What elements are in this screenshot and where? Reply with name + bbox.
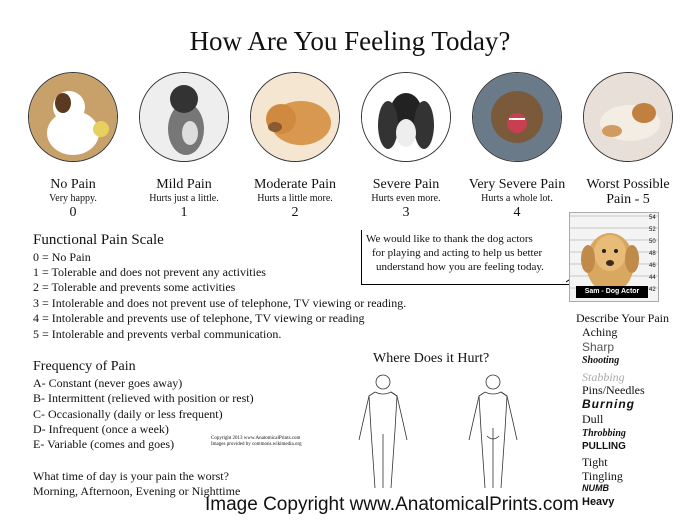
functional-item: 5 = Intolerable and prevents verbal communication. — [33, 327, 282, 341]
happy-dog-photo — [28, 72, 118, 162]
scale-item-4 — [462, 72, 572, 221]
body-front-icon — [345, 372, 421, 492]
thanks-note — [361, 230, 571, 285]
height-mark: 50 — [649, 239, 656, 245]
page-title: How Are You Feeling Today? — [189, 26, 511, 56]
scale-label: Severe Pain — [372, 177, 440, 192]
functional-item: 1 = Tolerable and does not prevent any activities — [33, 265, 266, 279]
time-answer: Morning, Afternoon, Evening or Nighttime — [33, 484, 241, 498]
thanks-line: understand how you are feeling today. — [376, 261, 544, 273]
sleeping-dog-photo — [583, 72, 673, 162]
scale-number: 2 — [291, 205, 299, 220]
describe-item: Burning — [582, 397, 635, 411]
height-mark: 42 — [649, 287, 656, 293]
describe-item: Stabbing — [582, 370, 625, 384]
scale-desc: Hurts a whole lot. — [481, 193, 553, 204]
functional-item: 2 = Tolerable and prevents some activities — [33, 280, 236, 294]
describe-item: PULLING — [582, 441, 626, 452]
functional-item: 3 = Intolerable and does not prevent use of telephone, TV viewing or reading. — [33, 296, 407, 310]
height-mark: 52 — [649, 227, 656, 233]
describe-item: Tight — [582, 455, 608, 469]
scale-desc: Very happy. — [49, 193, 97, 204]
height-mark: 44 — [649, 275, 656, 281]
scale-item-3 — [351, 72, 461, 221]
describe-item: Throbbing — [582, 428, 626, 439]
copyright-line: Copyright 2013 www.AnatomicalPrints.com — [211, 436, 301, 441]
body-back-icon — [455, 372, 531, 492]
describe-item: NUMB — [582, 483, 609, 493]
scale-item-5 — [573, 72, 683, 207]
scale-item-1 — [129, 72, 239, 221]
frequency-item: B- Intermittent (relieved with position or rest) — [33, 391, 254, 405]
where-title: Where Does it Hurt? — [373, 351, 490, 366]
scale-number: 0 — [69, 205, 77, 220]
describe-item: Tingling — [582, 469, 623, 483]
describe-title: Describe Your Pain — [576, 311, 669, 325]
describe-item: Heavy — [582, 496, 615, 508]
describe-item: Dull — [582, 412, 604, 426]
describe-item: Sharp — [582, 340, 615, 354]
frequency-item: A- Constant (never goes away) — [33, 376, 183, 390]
describe-item: Shooting — [582, 355, 620, 366]
spaniel-photo — [361, 72, 451, 162]
height-mark: 48 — [649, 251, 656, 257]
functional-scale-title: Functional Pain Scale — [33, 232, 164, 248]
scale-label: Moderate Pain — [253, 177, 337, 192]
copyright-line: Images provided by commons.wikimedia.org — [211, 442, 302, 447]
height-mark: 54 — [649, 215, 656, 221]
describe-item: Pins/Needles — [582, 383, 645, 397]
copyright-note — [211, 436, 302, 448]
scale-desc: Hurts a little more. — [257, 193, 333, 204]
scale-number: 3 — [402, 205, 410, 220]
scale-number: 4 — [513, 205, 521, 220]
height-scale — [649, 212, 656, 296]
scale-desc: Hurts even more. — [371, 193, 441, 204]
height-mark: 46 — [649, 263, 656, 269]
scale-item-2 — [240, 72, 350, 221]
scale-label: Mild Pain — [156, 177, 212, 192]
scale-item-0 — [18, 72, 128, 221]
dog-photo — [139, 72, 229, 162]
scale-label-line2: Pain - 5 — [606, 192, 650, 207]
growling-dog-photo — [472, 72, 562, 162]
frequency-title: Frequency of Pain — [33, 359, 136, 374]
thanks-line: for playing and acting to help us better — [372, 247, 543, 259]
frequency-item: D- Infrequent (once a week) — [33, 422, 169, 436]
describe-item: Aching — [582, 325, 618, 339]
frequency-item: E- Variable (comes and goes) — [33, 437, 175, 451]
scale-number: 1 — [180, 205, 188, 220]
scale-label: Worst Possible — [586, 177, 670, 192]
frequency-item: C- Occasionally (daily or less frequent) — [33, 407, 223, 421]
dog-actor-label: Sam - Dog Actor — [576, 286, 648, 298]
functional-item: 0 = No Pain — [33, 250, 91, 264]
functional-item: 4 = Intolerable and prevents use of telephone, TV viewing or reading — [33, 311, 365, 325]
puppy-photo — [250, 72, 340, 162]
copyright-watermark: Image Copyright www.AnatomicalPrints.com — [205, 494, 579, 515]
thanks-line: We would like to thank the dog actors — [366, 233, 533, 245]
scale-label: Very Severe Pain — [468, 177, 566, 192]
scale-desc: Hurts just a little. — [149, 193, 219, 204]
scale-label: No Pain — [50, 177, 96, 192]
time-question: What time of day is your pain the worst? — [33, 469, 229, 483]
